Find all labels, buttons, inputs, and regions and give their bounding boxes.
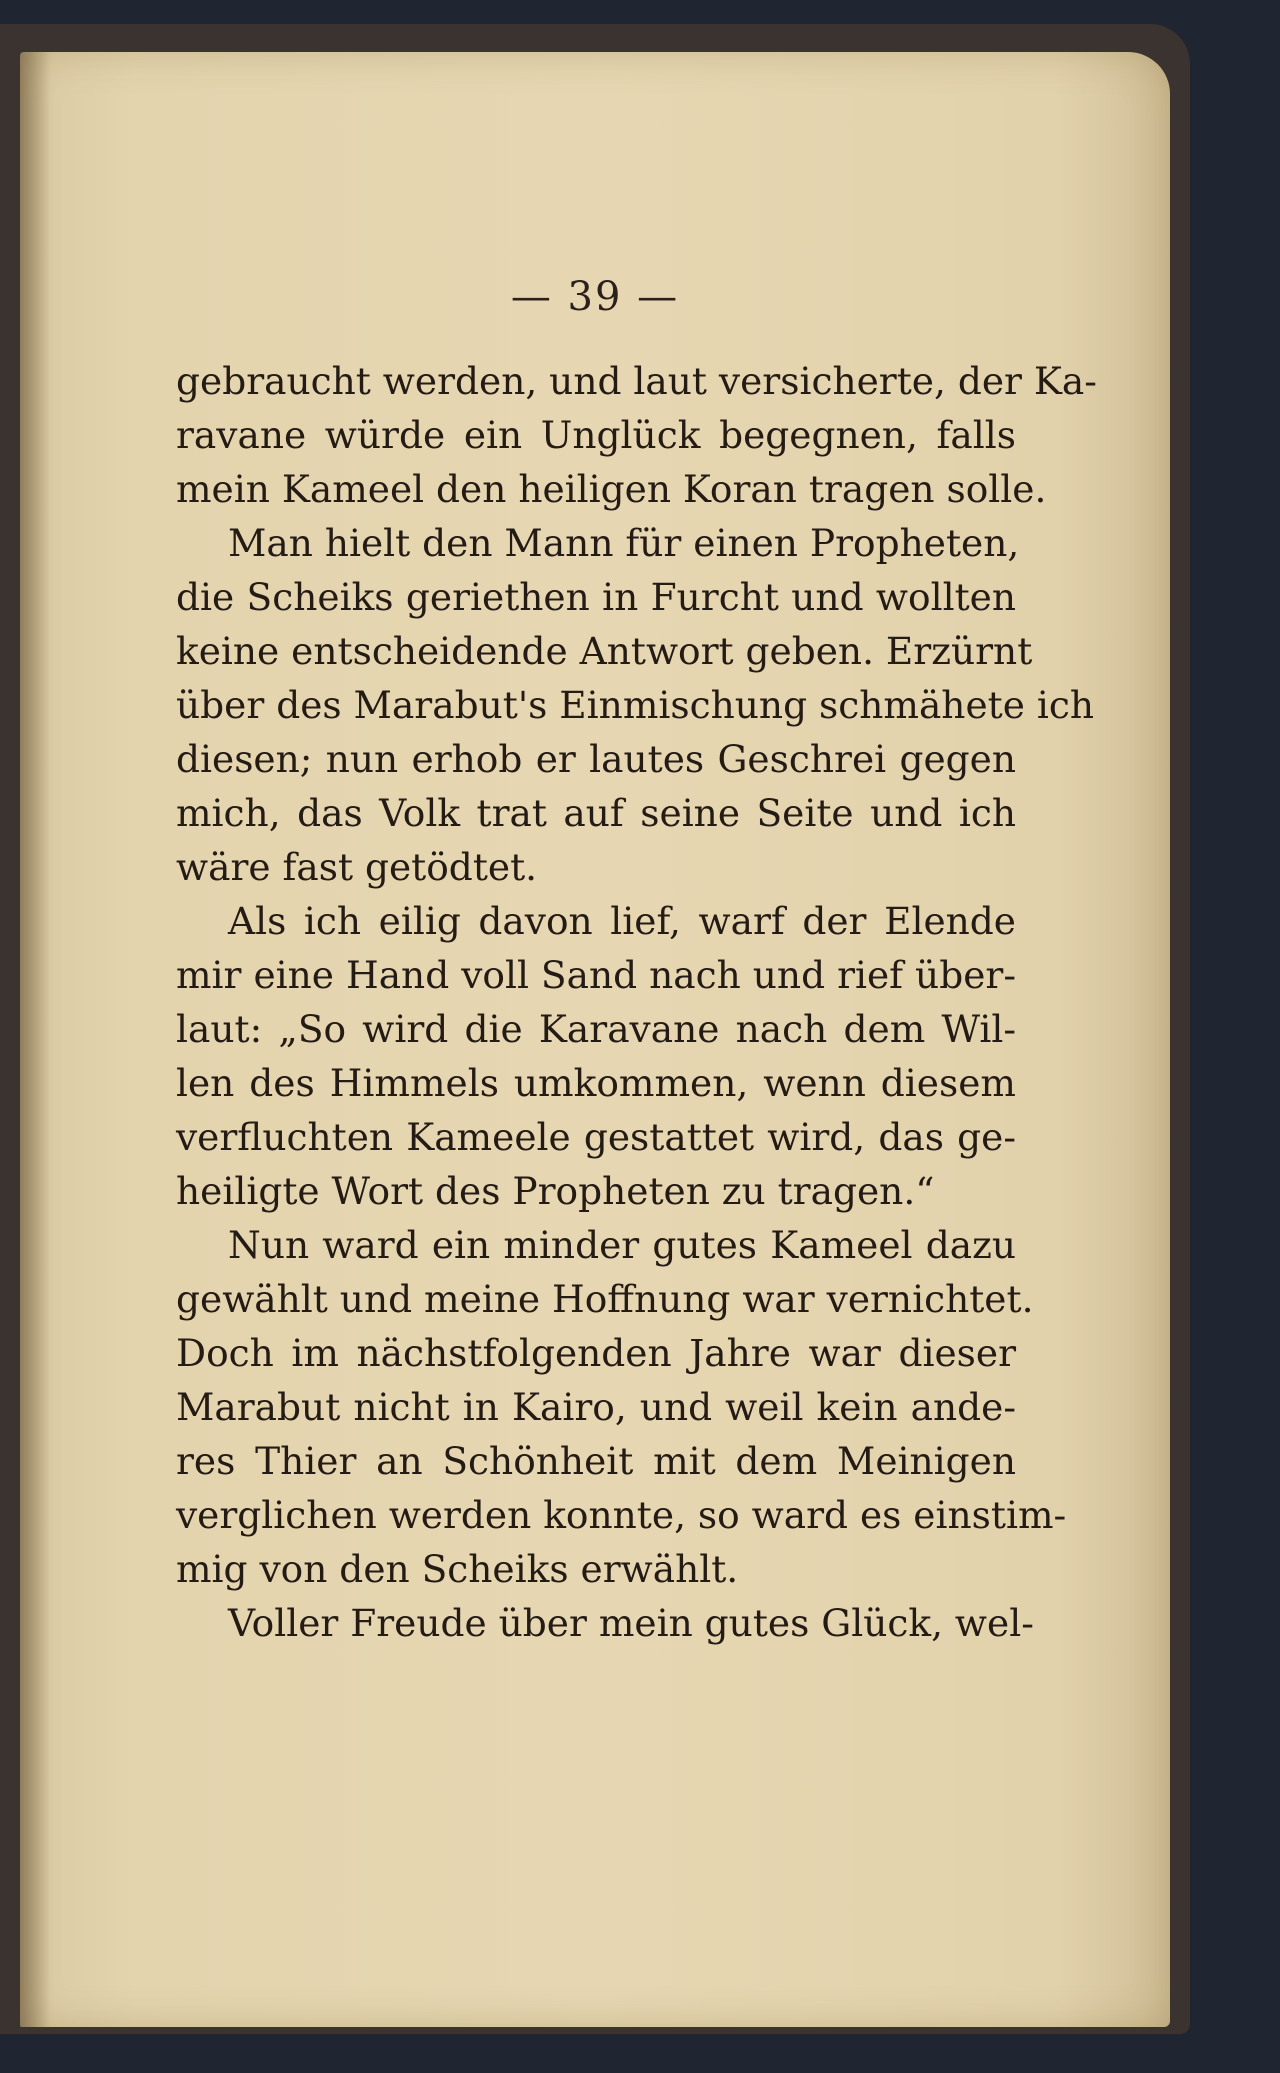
text-line: Als ich eilig davon lief, warf der Elende xyxy=(228,899,1016,943)
page-gutter-shadow xyxy=(20,52,50,2027)
text-line: mein Kameel den heiligen Koran tragen solle. xyxy=(176,467,1047,511)
text-line: Voller Freude über mein gutes Glück, wel- xyxy=(228,1601,1034,1645)
text-line: Man hielt den Mann für einen Propheten, xyxy=(228,521,1020,565)
book-page xyxy=(20,52,1170,2027)
body-text xyxy=(176,354,1097,1650)
text-line: heiligte Wort des Propheten zu tragen.“ xyxy=(176,1169,935,1213)
text-line: ravane würde ein Unglück begegnen, falls xyxy=(176,413,1016,457)
text-line: mich, das Volk trat auf seine Seite und ich xyxy=(176,791,1016,835)
text-line: gewählt und meine Hoffnung war vernichtet. xyxy=(176,1277,1034,1321)
text-line: verglichen werden konnte, so ward es einstim- xyxy=(176,1493,1067,1537)
text-line: wäre fast getödtet. xyxy=(176,845,538,889)
text-line: len des Himmels umkommen, wenn diesem xyxy=(176,1061,1016,1105)
text-line: gebraucht werden, und laut versicherte, der Ka- xyxy=(176,359,1097,403)
text-line: über des Marabut's Einmischung schmähete ich xyxy=(176,683,1094,727)
page-number: — 39 — xyxy=(510,274,680,320)
text-line: Nun ward ein minder gutes Kameel dazu xyxy=(228,1223,1016,1267)
text-line: res Thier an Schönheit mit dem Meinigen xyxy=(176,1439,1016,1483)
text-line: mir eine Hand voll Sand nach und rief über- xyxy=(176,953,1016,997)
text-line: mig von den Scheiks erwählt. xyxy=(176,1547,739,1591)
text-line: die Scheiks geriethen in Furcht und wollten xyxy=(176,575,1016,619)
text-line: Marabut nicht in Kairo, und weil kein ande- xyxy=(176,1385,1016,1429)
text-line: keine entscheidende Antwort geben. Erzürnt xyxy=(176,629,1033,673)
text-line: laut: „So wird die Karavane nach dem Wil- xyxy=(176,1007,1016,1051)
text-line: Doch im nächstfolgenden Jahre war dieser xyxy=(176,1331,1016,1375)
text-line: diesen; nun erhob er lautes Geschrei gegen xyxy=(176,737,1016,781)
text-line: verfluchten Kameele gestattet wird, das ge- xyxy=(176,1115,1016,1159)
